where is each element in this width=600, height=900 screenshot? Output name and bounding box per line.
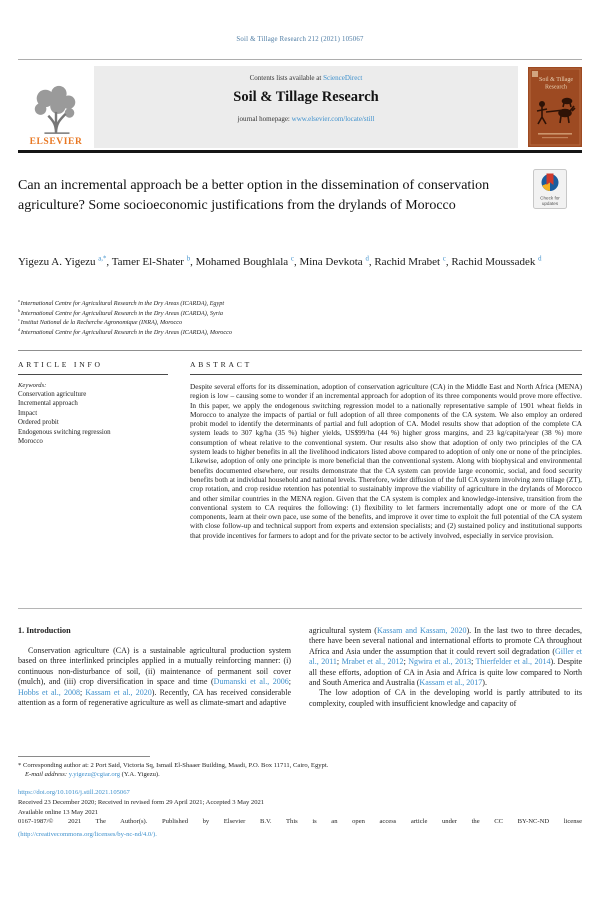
affiliation-line: $^a$ International Centre for Agricultural Research in the Dry Areas (ICARDA), Egypt xyxy=(18,298,225,307)
corresponding-author-note: * Corresponding author at: 2 Port Said, Victoria Sq, Ismail El-Shaaer Building, Maadi, P.O. Box 11711, Cairo, Egypt. xyxy=(18,762,329,769)
journal-title: Soil & Tillage Research xyxy=(233,89,379,105)
doi-link[interactable]: https://doi.org/10.1016/j.still.2021.105067 xyxy=(18,789,130,796)
meta-divider xyxy=(18,350,582,351)
intro-paragraph-continued: agricultural system (Kassam and Kassam, 2020). In the last two to three decades, there have been several national and international efforts to promote CA throughout Africa and Asia under the assumption that it could revert soil degradation (Giller et al., 2011; Mrabet et al., 2012; Ngwira et al., 2013; Thierfelder et al., 2014). Despite all these efforts, adoption of CA in Asia and Africa is quite low compared to North and South America and Australia (Kassam et al., 2017). xyxy=(309,626,582,688)
section-heading-introduction: 1. Introduction xyxy=(18,626,71,635)
elsevier-tree-icon xyxy=(29,83,83,137)
keyword-item: Incremental approach xyxy=(18,400,78,408)
body-right-column xyxy=(309,626,582,709)
keyword-item: Endogenous switching regression xyxy=(18,428,111,436)
abstract-column xyxy=(190,360,582,540)
affiliation-line: $^d$ International Centre for Agricultural Research in the Dry Areas (ICARDA), Morocco xyxy=(18,327,232,336)
elsevier-logo[interactable] xyxy=(18,66,94,148)
keyword-item: Morocco xyxy=(18,438,43,446)
article-title: Can an incremental approach be a better option in the dissemination of conservation agriculture? Some socioeconomic justifications from the drylands of Morocco xyxy=(18,178,490,213)
homepage-prefix: journal homepage: xyxy=(237,115,292,123)
abstract-heading: ABSTRACT xyxy=(190,360,253,369)
top-divider xyxy=(18,59,582,60)
footnote-block xyxy=(18,761,582,780)
footnote-divider xyxy=(18,756,150,757)
crossmark-check-for-updates-badge[interactable] xyxy=(533,169,567,209)
journal-homepage-link[interactable]: www.elsevier.com/locate/still xyxy=(291,115,375,123)
journal-banner xyxy=(94,66,518,148)
cover-title-line2: Research xyxy=(545,84,567,91)
sciencedirect-link[interactable]: ScienceDirect xyxy=(323,74,363,82)
cover-title-line1: Soil & Tillage xyxy=(538,77,574,83)
keyword-item: Impact xyxy=(18,409,38,417)
available-online-line: Available online 13 May 2021 xyxy=(18,808,99,816)
keywords-label: Keywords: xyxy=(18,382,47,389)
crossmark-label-line2: updates xyxy=(541,201,559,206)
doi-line xyxy=(18,789,130,796)
abstract-text: Despite several efforts for its dissemination, adoption of conservation agriculture (CA) in the Middle East and North Africa (MENA) region is low – causing some to wonder if an incremental approach for adoption of its three components would prove more effective. In this paper, we apply the endogenous switching regression model to a nationally representative sample of 1901 wheat fields in Morocco to analyze the impacts of partial or full adoption of all three components of the CA system. We also employ an ordered probit model to identify the determinants of partial and full adoption of CA. Model results show that adoption of the complete CA system leads to 307 kg/ha (35 %) higher yields, US$99/ha (44 %) higher gross margins, and 23 kg/capita/year (38 %) more consumption of wheat relative to the conventional system. Our results also show that adoption of only two principles of the CA system leads to higher benefits in all the livelihood indicators listed above compared to adoption of only one or none of the principles. Likewise, adoption of only one principle is more beneficial than the conventional system. Along with biophysical and environmental benefits documented elsewhere, our results demonstrate that the CA system can provide large economic, social, and food security benefits both at individual household and national levels. Therefore, wider diffusion of the full CA system involving zero tillage (ZT), crop rotation, and crop residue retention has potential to sustainably improve the viability of agriculture in the drylands of Morocco and other similar countries in the MENA region. Given that the CA system is complex and knowledge-intensive, transition from the conventional system to CA requires the following: (1) flexibility to let farmers incrementally adopt one or more of the CA components, learn at their own pace, use some of the benefits, and improve it over time to exploit the full potential of the CA system with close follow-up and technical support from experts and extension specialists; and (2) sustained policy and institutional supports that provide incentives for farmers to adopt and for the private sector to be actively involved, especially in service provision. xyxy=(190,382,582,540)
affiliation-list xyxy=(18,299,558,337)
journal-header-band xyxy=(18,66,582,148)
license-link[interactable]: (http://creativecommons.org/licenses/by-nc-nd/4.0/). xyxy=(18,831,157,838)
article-info-heading: ARTICLE INFO xyxy=(18,360,103,369)
intro-paragraph: Conservation agriculture (CA) is a sustainable agricultural production system based on three interlinked principles applied in a mutually reinforcing manner: (i) continuous non-disturbance of soil, (ii) maintenance of permanent soil cover (mulch), and (iii) crop diversification in space and time (Dumanski et al., 2006; Hobbs et al., 2008; Kassam et al., 2020). Recently, CA has received considerable attention as a form of regenerative agriculture as well as climate-smart and adaptive xyxy=(18,646,292,708)
author-list: Yigezu A. Yigezu $^{a,*}$, Tamer El-Shater $^b$, Mohamed Boughlala $^c$, Mina Devkota $^d$, Rachid Mrabet $^c$, Rachid Moussadek $^d$ xyxy=(18,255,542,268)
copyright-line: 0167-1987/© 2021 The Author(s). Published by Elsevier B.V. This is an open access article under the CC BY-NC-ND license xyxy=(18,818,582,825)
contents-line xyxy=(94,74,518,82)
received-dates-line: Received 23 December 2020; Received in revised form 29 April 2021; Accepted 3 May 2021 xyxy=(18,799,265,806)
body-left-column xyxy=(18,626,291,708)
license-line xyxy=(18,831,157,838)
abstract-rule xyxy=(190,374,582,375)
crossmark-label-line1: Check for xyxy=(540,195,560,201)
affiliation-line: $^b$ International Centre for Agricultural Research in the Dry Areas (ICARDA), Syria xyxy=(18,308,223,317)
journal-cover-thumbnail[interactable] xyxy=(528,67,582,147)
contents-prefix: Contents lists available at xyxy=(249,74,324,82)
keyword-item: Conservation agriculture xyxy=(18,391,87,398)
homepage-line xyxy=(94,115,518,123)
affiliation-line: $^c$ Institut National de la Recherche Agronomique (INRA), Morocco xyxy=(18,318,183,327)
journal-cover-box xyxy=(518,66,582,148)
email-line: E-mail address: y.yigezu@cgiar.org (Y.A. Yigezu). xyxy=(25,771,160,779)
keyword-item: Ordered probit xyxy=(18,419,59,427)
header-thick-rule xyxy=(18,150,582,153)
article-info-column xyxy=(18,360,168,446)
article-info-rule xyxy=(18,374,168,375)
abstract-bottom-divider xyxy=(18,608,582,609)
elsevier-wordmark: ELSEVIER xyxy=(29,137,83,147)
journal-citation: Soil & Tillage Research 212 (2021) 105067 xyxy=(236,36,364,43)
intro-paragraph-2: The low adoption of CA in the developing world is partly attributed to its complexity, coupled with insufficient knowledge and capacity of xyxy=(309,688,582,708)
